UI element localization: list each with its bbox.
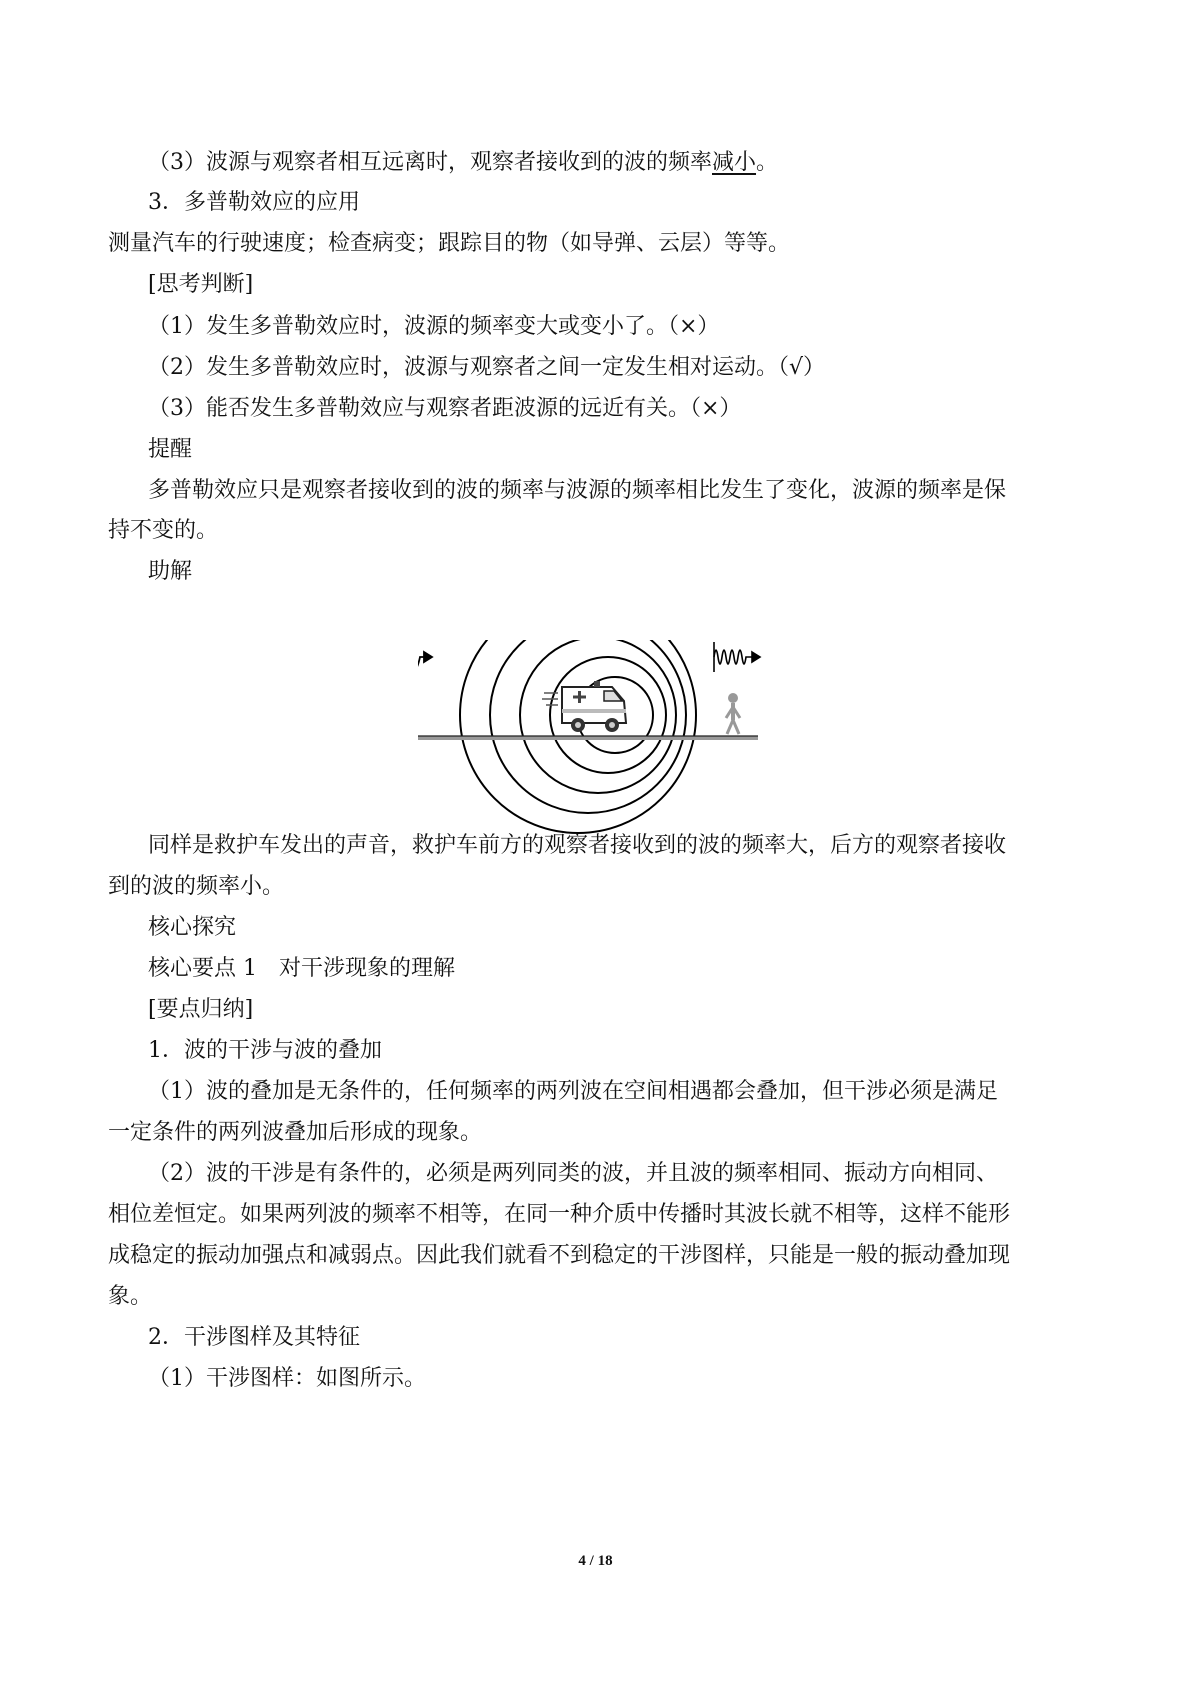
section-heading: 2．干涉图样及其特征 <box>148 1325 360 1350</box>
paragraph-line: 象。 <box>108 1284 153 1309</box>
paragraph-line: 多普勒效应只是观察者接收到的波的频率与波源的频率相比发生了变化，波源的频率是保 <box>148 478 1007 503</box>
paragraph-line: （2）波的干涉是有条件的，必须是两列同类的波，并且波的频率相同、振动方向相同、 <box>148 1161 998 1186</box>
subheading: 核心要点 1 对干涉现象的理解 <box>148 956 455 981</box>
paragraph-line: 相位差恒定。如果两列波的频率不相等，在同一种介质中传播时其波长就不相等，这样不能形 <box>108 1202 1011 1227</box>
paragraph-line: 到的波的频率小。 <box>108 874 285 899</box>
underlined-answer: 减小 <box>712 150 757 175</box>
judgment-item: （2）发生多普勒效应时，波源与观察者之间一定发生相对运动。（√） <box>148 355 826 380</box>
observer-front-icon <box>726 693 740 734</box>
paragraph-line: 同样是救护车发出的声音，救护车前方的观察者接收到的波的频率大，后方的观察者接收 <box>148 833 1007 858</box>
judgment-item: （1）发生多普勒效应时，波源的频率变大或变小了。（×） <box>148 314 720 339</box>
paragraph-line: 持不变的。 <box>108 518 219 543</box>
page-number: 4 / 18 <box>578 1553 613 1569</box>
subheading: 提醒 <box>148 437 193 462</box>
paragraph-line: （1）干涉图样：如图所示。 <box>148 1366 426 1391</box>
low-frequency-wave-icon <box>418 642 432 672</box>
high-frequency-wave-icon <box>714 642 760 672</box>
text-line-1: （3）波源与观察者相互远离时，观察者接收到的波的频率减小。 <box>148 150 779 175</box>
paragraph-line: （1）波的叠加是无条件的，任何频率的两列波在空间相遇都会叠加，但干涉必须是满足 <box>148 1079 998 1104</box>
paragraph-line: 成稳定的振动加强点和减弱点。因此我们就看不到稳定的干涉图样，只能是一般的振动叠加现 <box>108 1243 1011 1268</box>
wavefront-circle <box>490 640 686 813</box>
judgment-item: （3）能否发生多普勒效应与观察者距波源的远近有关。（×） <box>148 396 742 421</box>
ambulance-icon <box>542 681 626 732</box>
section-heading: 1．波的干涉与波的叠加 <box>148 1038 382 1063</box>
subheading: 核心探究 <box>148 915 237 940</box>
subheading: [要点归纳] <box>148 997 254 1022</box>
section-heading: 3．多普勒效应的应用 <box>148 190 360 215</box>
paragraph-line: 测量汽车的行驶速度；检查病变；跟踪目的物（如导弹、云层）等等。 <box>108 231 791 256</box>
paragraph-line: 一定条件的两列波叠加后形成的现象。 <box>108 1120 483 1145</box>
subheading: 助解 <box>148 559 193 584</box>
subheading: [思考判断] <box>148 272 254 297</box>
